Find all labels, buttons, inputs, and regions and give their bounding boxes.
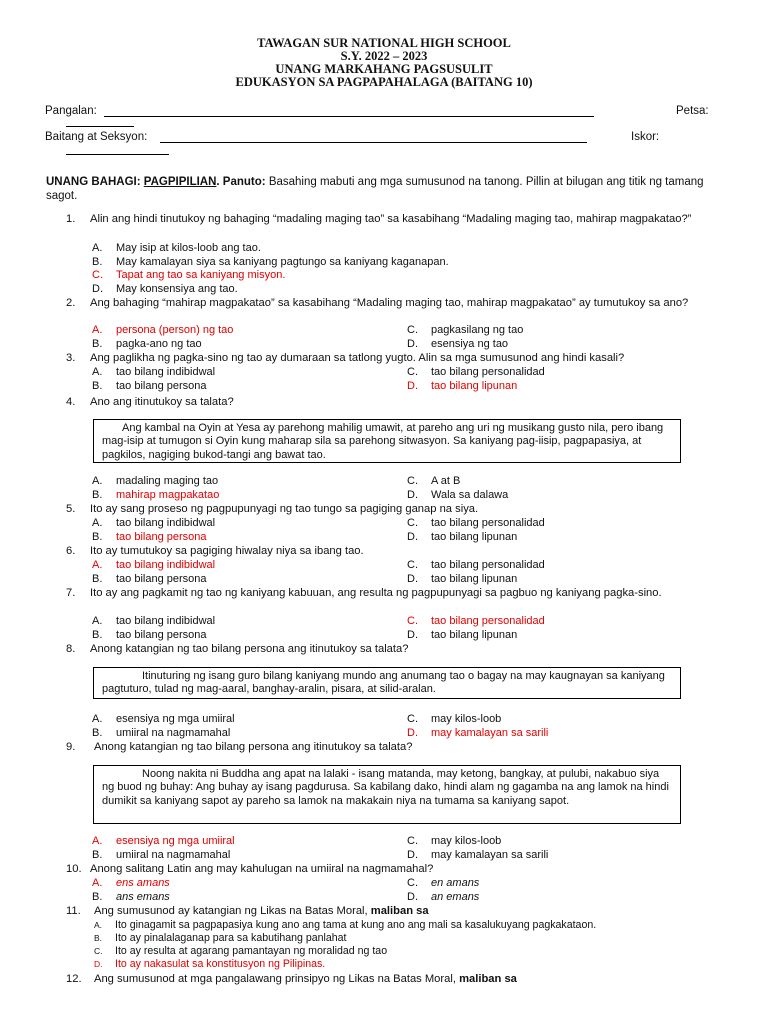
option-answer[interactable]: D. tao bilang lipunan <box>407 380 518 392</box>
name-label: Pangalan: <box>45 105 97 117</box>
directions-label: . Panuto: <box>216 176 266 188</box>
option[interactable]: A. tao bilang indibidwal <box>92 615 216 627</box>
option[interactable]: B. Ito ay pinalalaganap para sa kabutihang panlahat <box>94 932 347 944</box>
option[interactable]: D. tao bilang lipunan <box>407 573 518 585</box>
option-answer[interactable]: A. ens amans <box>92 877 170 889</box>
exam-title: UNANG MARKAHANG PAGSUSULIT <box>275 62 493 76</box>
passage-box: Itinuturing ng isang guro bilang kaniyang mundo ang anumang tao o bagay na may kaugnayan sa kaniyang pagtuturo, tulad ng mag-aaral, banghay-aralin, pisara, at silid-aralan. <box>93 667 681 699</box>
option-b[interactable]: B. tao bilang persona <box>92 531 207 543</box>
option[interactable]: C. may kilos-loob <box>407 713 502 725</box>
passage-box: Noong nakita ni Buddha ang apat na lalaki - isang matanda, may ketong, bangkay, at pulubi, nakabuo siya ng buod ng buhay: Ang buhay ay isang pagdurusa. Sa kabilang dako, hindi alam ng gagamba na ang lamok na hindi dumikit sa kaniyang sapot ay pareho sa lamok na makakain niya na tumama sa kaniyang sapot. <box>93 765 681 824</box>
date-field-line <box>66 117 134 127</box>
subject-title: EDUKASYON SA PAGPAPAHALAGA (BAITANG 10) <box>235 75 533 89</box>
score-field-line <box>66 144 169 155</box>
option[interactable]: B. tao bilang persona <box>92 380 207 392</box>
option-answer[interactable]: A. esensiya ng mga umiiral <box>92 835 235 847</box>
question-text: Alin ang hindi tinutukoy ng bahaging “madaling maging tao” sa kasabihang “Madaling maging tao, mahirap magpakatao?” <box>90 213 692 225</box>
option[interactable]: D. Wala sa dalawa <box>407 489 509 501</box>
option[interactable]: A. esensiya ng mga umiiral <box>92 713 235 725</box>
option[interactable]: B. May kamalayan siya sa kaniyang pagtungo sa kaniyang kaganapan. <box>92 256 449 268</box>
option[interactable]: C. en amans <box>407 877 480 889</box>
option[interactable]: D. may kamalayan sa sarili <box>407 849 549 861</box>
section-field-line <box>160 130 587 143</box>
name-field-line <box>104 104 594 117</box>
option-answer[interactable]: A. tao bilang indibidwal <box>92 559 216 571</box>
date-label: Petsa: <box>676 105 709 117</box>
directions-text: Basahing mabuti ang mga sumusunod na tanong. Pillin at bilugan ang titik ng tamang sagot. <box>46 176 704 202</box>
part-label: UNANG BAHAGI: <box>46 176 141 188</box>
option-answer[interactable]: D. may kamalayan sa sarili <box>407 727 549 739</box>
option[interactable]: D. tao bilang lipunan <box>407 629 518 641</box>
option[interactable]: D. an emans <box>407 891 480 903</box>
passage-box: Ang kambal na Oyin at Yesa ay parehong mahilig umawit, at pareho ang uri ng musikang gusto nila, pero ibang mag-isip at tumugon si Oyin kung maharap sila sa parehong sitwasyon. Sa kaniyang pag-iisip, pagpapasiya, at pagkilos, nagiging bukod-tangi ang bawat tao. <box>93 419 681 463</box>
option[interactable]: C. tao bilang personalidad <box>407 517 545 529</box>
option[interactable]: C. may kilos-loob <box>407 835 502 847</box>
option-answer[interactable]: C. tao bilang personalidad <box>407 615 545 627</box>
option[interactable]: A. May isip at kilos-loob ang tao. <box>92 242 261 254</box>
option[interactable]: C. pagkasilang ng tao <box>407 324 524 336</box>
option[interactable]: B. umiiral na nagmamahal <box>92 727 231 739</box>
option[interactable]: A. madaling maging tao <box>92 475 219 487</box>
option[interactable]: A. tao bilang indibidwal <box>92 517 216 529</box>
option[interactable]: C. Ito ay resulta at agarang pamantayan ng moralidad ng tao <box>94 945 388 957</box>
question-number: 1. <box>66 213 76 225</box>
option[interactable]: D. esensiya ng tao <box>407 338 509 350</box>
option[interactable]: A. Ito ginagamit sa pagpapasiya kung ano ang tama at kung ano ang mali sa kasalukuyang pagkakataon. <box>94 919 597 931</box>
option-answer[interactable]: D. Ito ay nakasulat sa konstitusyon ng Pilipinas. <box>94 958 326 970</box>
option[interactable]: B. tao bilang persona <box>92 573 207 585</box>
option[interactable]: A. tao bilang indibidwal <box>92 366 216 378</box>
option[interactable]: D. May konsensiya ang tao. <box>92 283 238 295</box>
school-year: S.Y. 2022 – 2023 <box>340 49 428 63</box>
option-b[interactable]: B. mahirap magpakatao <box>92 489 220 501</box>
test-type: PAGPIPILIAN <box>143 176 217 188</box>
option[interactable]: B. umiiral na nagmamahal <box>92 849 231 861</box>
option[interactable]: B. ans emans <box>92 891 170 903</box>
option[interactable]: C. tao bilang personalidad <box>407 366 545 378</box>
option[interactable]: B. tao bilang persona <box>92 629 207 641</box>
option[interactable]: B. pagka-ano ng tao <box>92 338 202 350</box>
option[interactable]: C. A at B <box>407 475 461 487</box>
option-answer[interactable]: A. persona (person) ng tao <box>92 324 234 336</box>
option[interactable]: C. tao bilang personalidad <box>407 559 545 571</box>
score-label: Iskor: <box>631 131 660 143</box>
section-label: Baitang at Seksyon: <box>45 131 148 143</box>
school-name: TAWAGAN SUR NATIONAL HIGH SCHOOL <box>257 36 511 50</box>
option[interactable]: D. tao bilang lipunan <box>407 531 518 543</box>
exam-page: TAWAGAN SUR NATIONAL HIGH SCHOOL S.Y. 2022 – 2023 UNANG MARKAHANG PAGSUSULIT EDUKASYON SA PAGPAPAHALAGA (BAITANG 10) Pangalan: Petsa: Baitang at Seksyon: Iskor: UNANG BAHAGI: PAGPIPILIAN. Panuto: Basahing mabuti ang mga sumusunod na tanong. Pillin at bilugan ang titik ng tamang sagot. 1. Alin ang hindi tinutukoy ng bahaging “madaling maging tao” sa kasabihang “Madaling maging tao, mahirap magpakatao?” A. May isip at kilos-loob ang tao. B. May kamalayan siya sa kaniyang pagtungo sa kaniyang kaganapan. C. Tapat ang tao sa kaniyang misyon. D. May konsensiya ang tao. 2. Ang bahaging “mahirap magpakatao” sa kasabihang “Madaling maging tao, mahirap magpakatao” ay tumutukoy sa ano? A. persona (person) ng tao C. pagkasilang ng tao B. pagka-ano ng tao D. esensiya ng tao 3. Ang paglikha ng pagka-sino ng tao ay dumaraan sa tatlong yugto. Alin sa mga sumusunod ang hindi kasali? A. tao bilang indibidwal C. tao bilang personalidad B. tao bilang persona D. tao bilang lipunan 4. Ano ang itinutukoy sa talata? Ang kambal na Oyin at Yesa ay parehong mahilig umawit, at pareho ang uri ng musikang gusto nila, pero ibang mag-isip at tumugon si Oyin kung maharap sila sa parehong sitwasyon. Sa kaniyang pag-iisip, pagpapasiya, at pagkilos, nagiging bukod-tangi ang bawat tao. A. madaling maging tao C. A at B B. mahirap magpakatao D. Wala sa dalawa 5. Ito ay sang proseso ng pagpupunyagi ng tao tungo sa pagiging ganap na siya. A. tao bilang indibidwal C. tao bilang personalidad B. tao bilang persona D. tao bilang lipunan 6. Ito ay tumutukoy sa pagiging hiwalay niya sa ibang tao. A. tao bilang indibidwal C. tao bilang personalidad B. tao bilang persona D. tao bilang lipunan 7. Ito ay ang pagkamit ng tao ng kaniyang kabuuan, ang resulta ng pagpupunyagi sa pagbuo ng kaniyang pagka-sino. A. tao bilang indibidwal C. tao bilang personalidad B. tao bilang persona D. tao bilang lipunan 8. Anong katangian ng tao bilang persona ang itinutukoy sa talata? Itinuturing ng isang guro bilang kaniyang mundo ang anumang tao o bagay na may kaugnayan sa kaniyang pagtuturo, tulad ng mag-aaral, banghay-aralin, pisara, at silid-aralan. A. esensiya ng mga umiiral C. may kilos-loob B. umiiral na nagmamahal D. may kamalayan sa sarili 9. Anong katangian ng tao bilang persona ang itinutukoy sa talata? Noong nakita ni Buddha ang apat na lalaki - isang matanda, may ketong, bangkay, at pulubi, nakabuo siya ng buod ng buhay: Ang buhay ay isang pagdurusa. Sa kabilang dako, hindi alam ng gagamba na ang lamok na hindi dumikit sa kaniyang sapot ay pareho sa lamok na makakain niya na tumama sa kaniyang sapot. A. esensiya ng mga umiiral C. may kilos-loob B. umiiral na nagmamahal D. may kamalayan sa sarili 10. Anong salitang Latin ang may kahulugan na umiiral na nagmamahal? A. ens amans C. en amans B. ans emans D. an emans 11. Ang sumusunod ay katangian ng Likas na Batas Moral, maliban sa A. Ito ginagamit sa pagpapasiya kung ano ang tama at kung ano ang mali sa kasalukuyang pagkakataon. B. Ito ay pinalalaganap para sa kabutihang panlahat C. Ito ay resulta at agarang pamantayan ng moralidad ng tao D. Ito ay nakasulat sa konstitusyon ng Pilipinas. 12. Ang sumusunod at mga pangalawang prinsipyo ng Likas na Batas Moral, maliban sa <box>0 0 768 1024</box>
instructions <box>46 175 706 203</box>
option-answer[interactable]: C. Tapat ang tao sa kaniyang misyon. <box>92 269 286 281</box>
